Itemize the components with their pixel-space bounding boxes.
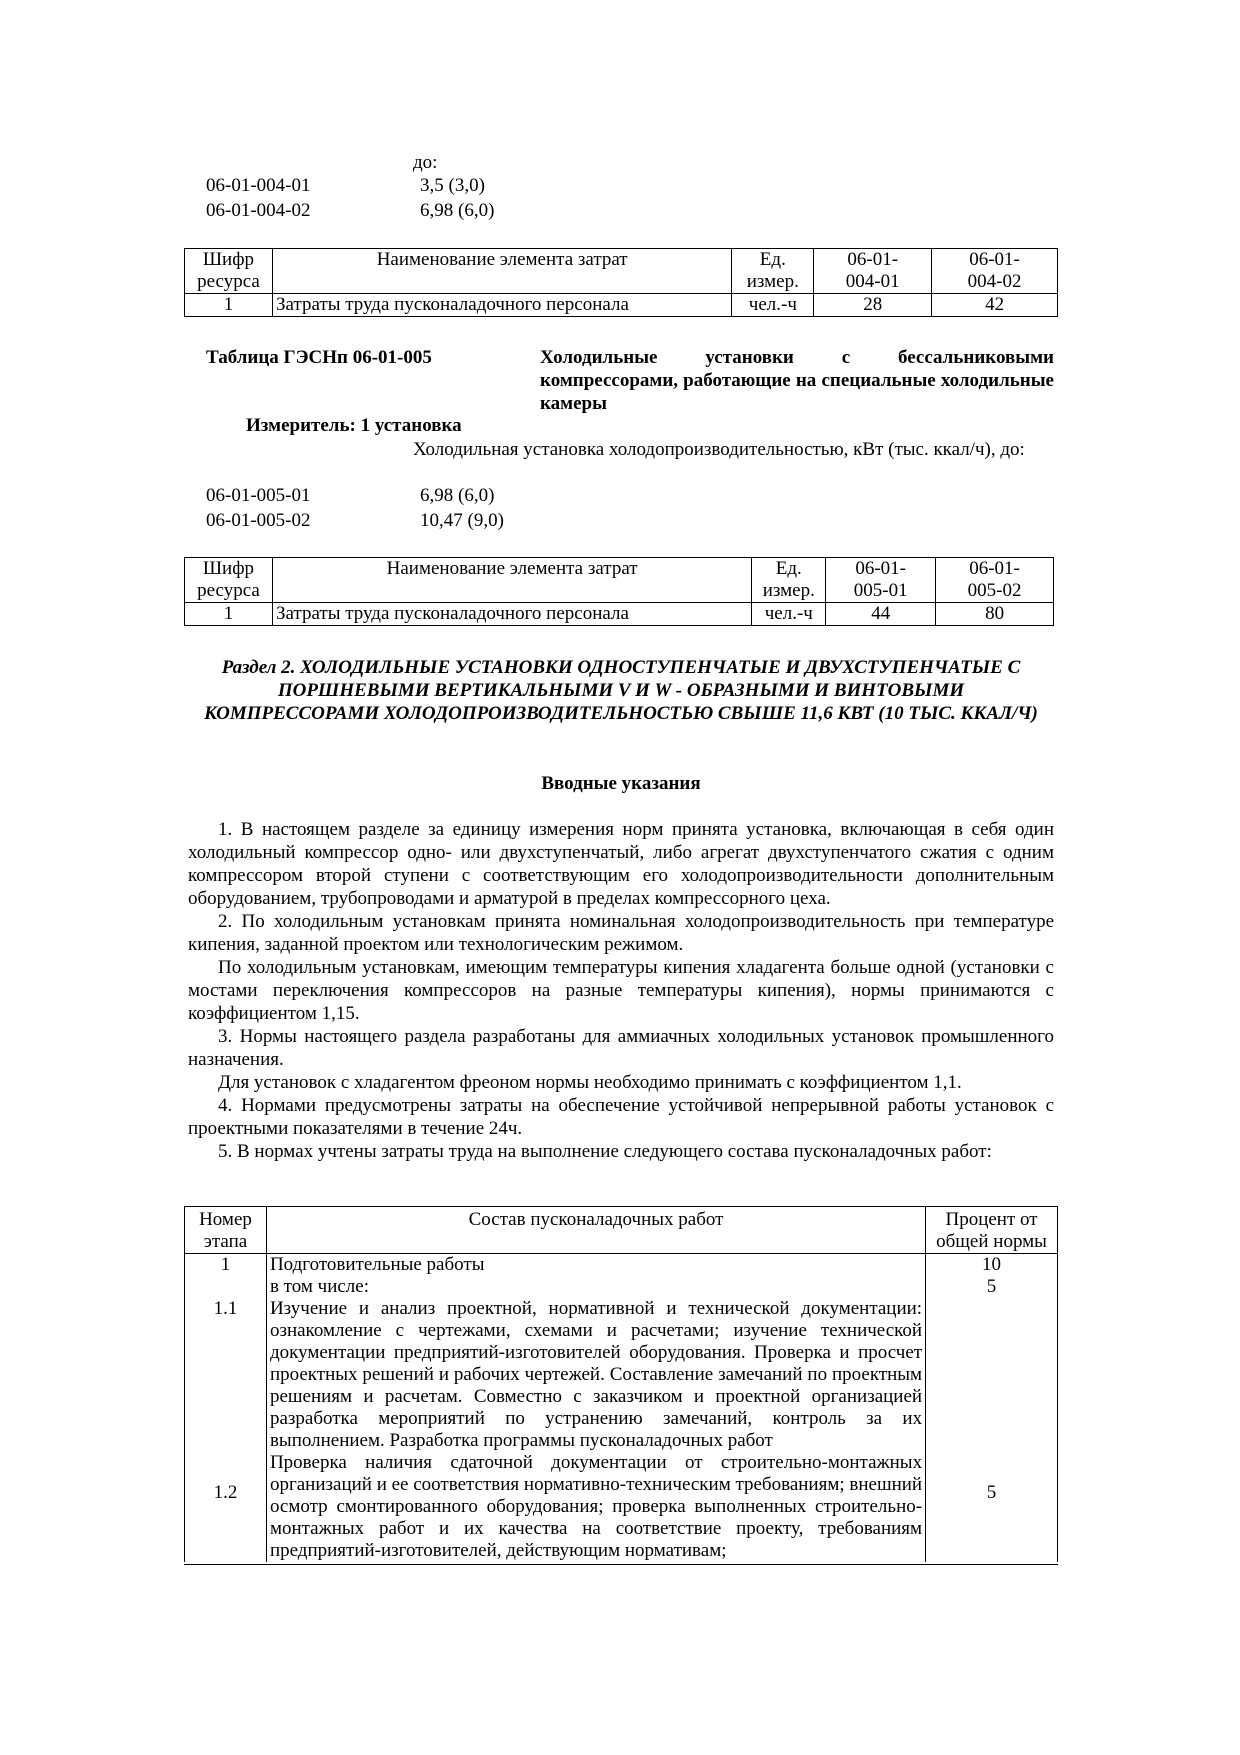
cell-v2: 42 bbox=[932, 294, 1058, 317]
stage-1-1-text: Изучение и анализ проектной, нормативной и технической документации: ознакомление с чертежами, схемами и расчетами; изучение технической документации предприятий-изготовителей оборудования. Проверка и просчет проектных решений и рабочих чертежей. Составление замечаний по проектным решениям и расчетам. Совместно с заказчиком и проектной организацией разработка мероприятий по устранению замечаний, контроль за их выполнением. Разработка программы пусконаладочных работ bbox=[269, 1298, 923, 1451]
paragraph-2: 2. По холодильным установкам принята номинальная холодопроизводительность при температуре кипения, заданной проектом или технологическим режимом. bbox=[188, 911, 1054, 955]
header-stage-percent: Процент от общей нормы bbox=[926, 1207, 1058, 1254]
table-005-code-1: 06-01-005-01 bbox=[206, 485, 311, 506]
paragraph-3: По холодильным установкам, имеющим температуры кипения хладагента больше одной (установки с мостами переключения компрессоров на разные температуры кипения), нормы принимаются с коэффициентом 1,15. bbox=[188, 957, 1054, 1024]
table-005-value-2: 10,47 (9,0) bbox=[420, 510, 504, 531]
table-header-row bbox=[185, 1207, 1058, 1254]
cell-name: Затраты труда пусконаладочного персонала bbox=[272, 603, 751, 626]
stage-1-text: Подготовительные работы bbox=[269, 1254, 485, 1275]
cell-code: 1 bbox=[185, 294, 273, 317]
table-bottom-line bbox=[184, 1564, 1058, 1565]
cell-code: 1 bbox=[185, 603, 273, 626]
top-upto-label: до: bbox=[413, 152, 438, 173]
table-header-row bbox=[185, 558, 1054, 603]
table-005-label: Таблица ГЭСНп 06-01-005 bbox=[206, 347, 432, 368]
table-005-desc: Холодильная установка холодопроизводительностью, кВт (тыс. ккал/ч), до: bbox=[413, 439, 1025, 460]
header-col1: 06-01- 005-01 bbox=[826, 558, 936, 603]
stage-1-2-text: Проверка наличия сдаточной документации от строительно-монтажных организаций и ее соответствия нормативно-техническим требованиям; внешний осмотр смонтированного оборудования; проверка выполненных строительно-монтажных работ и их качества на соответствие проекту, требованиям предприятий-изготовителей, действующим нормативам; bbox=[269, 1452, 923, 1561]
paragraph-4: 3. Нормы настоящего раздела разработаны для аммиачных холодильных установок промышленного назначения. bbox=[188, 1026, 1054, 1070]
top-value-2: 6,98 (6,0) bbox=[420, 200, 495, 221]
header-unit: Ед. измер. bbox=[732, 249, 814, 294]
stage-number-cell: 1 1.1 1.2 bbox=[185, 1254, 267, 1563]
header-name: Наименование элемента затрат bbox=[272, 249, 731, 294]
cell-unit: чел.-ч bbox=[732, 294, 814, 317]
header-stage-number: Номер этапа bbox=[185, 1207, 267, 1254]
header-unit: Ед. измер. bbox=[752, 558, 826, 603]
cell-unit: чел.-ч bbox=[752, 603, 826, 626]
cost-table-004 bbox=[184, 248, 1058, 317]
header-code: Шифр ресурса bbox=[185, 249, 273, 294]
cell-v1: 44 bbox=[826, 603, 936, 626]
table-005-title: Холодильные установки с бессальниковыми компрессорами, работающие на специальные холодильные камеры bbox=[540, 347, 1054, 414]
paragraph-5: Для установок с хладагентом фреоном нормы необходимо принимать с коэффициентом 1,1. bbox=[218, 1072, 962, 1093]
paragraph-6: 4. Нормами предусмотрены затраты на обеспечение устойчивой непрерывной работы установок с проектными показателями в течение 24ч. bbox=[188, 1095, 1054, 1139]
header-col2: 06-01- 004-02 bbox=[932, 249, 1058, 294]
cell-name: Затраты труда пусконаладочного персонала bbox=[272, 294, 731, 317]
table-row bbox=[185, 603, 1054, 626]
header-name: Наименование элемента затрат bbox=[272, 558, 751, 603]
stage-percent-cell: 10 5 5 bbox=[926, 1254, 1058, 1563]
top-code-2: 06-01-004-02 bbox=[206, 200, 311, 221]
stage-1-subtext: в том числе: bbox=[269, 1276, 369, 1297]
table-005-measure: Измеритель: 1 установка bbox=[246, 415, 462, 436]
top-code-1: 06-01-004-01 bbox=[206, 175, 311, 196]
table-005-value-1: 6,98 (6,0) bbox=[420, 485, 495, 506]
table-005-code-2: 06-01-005-02 bbox=[206, 510, 311, 531]
table-row bbox=[185, 1254, 1058, 1563]
paragraph-1: 1. В настоящем разделе за единицу измерения норм принята установка, включающая в себя один холодильный компрессор одно- или двухступенчатый, либо агрегат двухступенчатого сжатия с одним компрессором второй ступени с соответствующим его холодопроизводительности дополнительным оборудованием, трубопроводами и арматурой в пределах компрессорного цеха. bbox=[188, 819, 1054, 909]
table-row bbox=[185, 294, 1058, 317]
header-code: Шифр ресурса bbox=[185, 558, 273, 603]
stages-table bbox=[184, 1206, 1058, 1562]
table-header-row bbox=[185, 249, 1058, 294]
top-value-1: 3,5 (3,0) bbox=[420, 175, 485, 196]
paragraph-7: 5. В нормах учтены затраты труда на выполнение следующего состава пусконаладочных работ: bbox=[218, 1141, 992, 1162]
cell-v1: 28 bbox=[814, 294, 932, 317]
cost-table-005 bbox=[184, 557, 1054, 626]
intro-title: Вводные указания bbox=[541, 773, 701, 794]
stage-text-cell bbox=[266, 1254, 925, 1563]
cell-v2: 80 bbox=[936, 603, 1054, 626]
header-stage-name: Состав пусконаладочных работ bbox=[266, 1207, 925, 1254]
header-col2: 06-01- 005-02 bbox=[936, 558, 1054, 603]
header-col1: 06-01- 004-01 bbox=[814, 249, 932, 294]
section-heading: Раздел 2. ХОЛОДИЛЬНЫЕ УСТАНОВКИ ОДНОСТУПЕНЧАТЫЕ И ДВУХСТУПЕНЧАТЫЕ С ПОРШНЕВЫМИ ВЕРТИКАЛЬНЫМИ V И W - ОБРАЗНЫМИ И ВИНТОВЫМИ КОМПРЕССОРАМИ ХОЛОДОПРОИЗВОДИТЕЛЬНОСТЬЮ СВЫШЕ 11,6 КВТ (10 ТЫС. ККАЛ/Ч) bbox=[204, 657, 1038, 724]
intro-text bbox=[188, 818, 1054, 1163]
